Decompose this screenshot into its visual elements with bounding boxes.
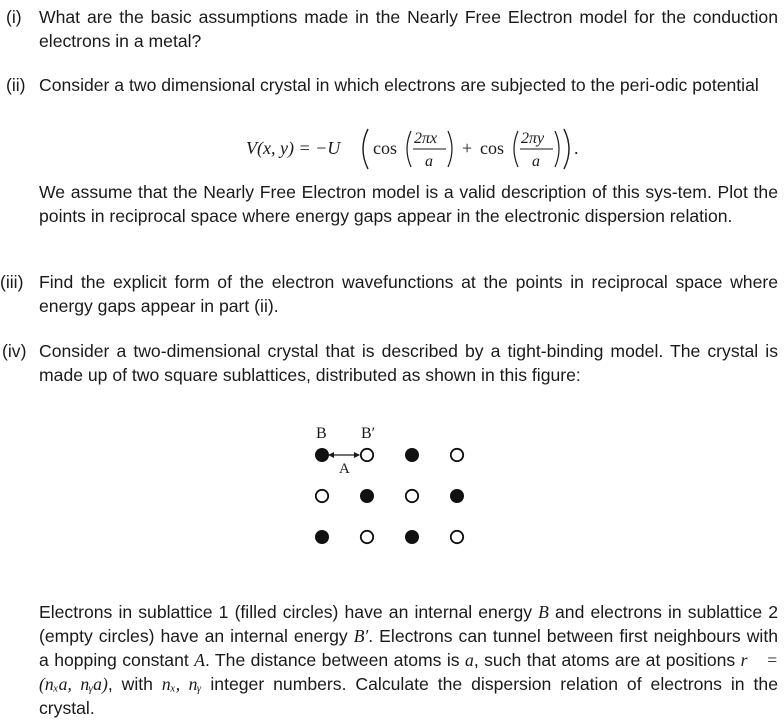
question-iv-continued: [6, 600, 778, 720]
label-b-prime: B′: [361, 425, 376, 442]
cos-label-1: cos: [373, 138, 397, 158]
fraction-den-1: a: [425, 153, 433, 170]
atom-sublattice-2: [361, 531, 373, 543]
outer-paren-right: [564, 129, 569, 169]
label-b: B: [316, 425, 327, 442]
question-text: Find the explicit form of the electron wavefunctions at the points in reciprocal space where energy gaps appear in part (ii).: [39, 272, 778, 316]
label-a: A: [339, 461, 350, 477]
atom-sublattice-1: [405, 448, 419, 462]
atom-sublattice-2: [451, 449, 463, 461]
outer-paren-left: [363, 129, 368, 169]
question-ii-continued: [6, 180, 778, 228]
arrow-head-right: [354, 452, 360, 458]
paren-right-2: [555, 131, 559, 167]
potential-equation: [240, 121, 580, 177]
question-iv: [2, 339, 778, 387]
fraction-den-2: a: [532, 153, 540, 170]
question-iii: [0, 270, 778, 318]
equation-period: .: [574, 138, 579, 158]
atom-sublattice-1: [405, 530, 419, 544]
question-text: Electrons in sublattice 1 (filled circles) have an internal energy B and electrons in sublattice 2 (empty circles) have an internal energy B′. Electrons can tunnel between first neighbours with a hopping constant A. The distance between atoms is a, such that atoms are at positions r⃗ = (nₓa, nᵧa), with nₓ, nᵧ integer numbers. Calculate the dispersion relation of electrons in the crystal.: [39, 602, 779, 718]
question-i: [6, 5, 778, 53]
fraction-num-y: 2πy: [521, 130, 545, 147]
plus-sign: +: [462, 138, 473, 158]
fraction-num-x: 2πx: [414, 130, 438, 147]
atom-sublattice-2: [316, 490, 328, 502]
question-text: We assume that the Nearly Free Electron model is a valid description of this sys-tem. Plot the points in reciprocal space where energy gaps appear in the electronic dispersion relation.: [39, 182, 778, 226]
question-intro: Consider a two-dimensional crystal that is described by a tight-binding model. The crystal is made up of two square sublattices, distributed as shown in this figure:: [39, 341, 778, 385]
equation-lhs: V(x, y) = −U: [246, 138, 341, 158]
question-number: (iv): [2, 341, 27, 361]
atom-sublattice-1: [315, 448, 329, 462]
question-number: (i): [6, 7, 22, 27]
sublattice-figure: [300, 418, 480, 558]
atom-sublattice-1: [360, 489, 374, 503]
atom-sublattice-1: [315, 530, 329, 544]
atom-sublattice-2: [361, 449, 373, 461]
question-ii: [6, 73, 778, 97]
question-text: What are the basic assumptions made in the Nearly Free Electron model for the conduction electrons in a metal?: [39, 7, 778, 51]
cos-label-2: cos: [480, 138, 504, 158]
question-number: (iii): [0, 272, 24, 292]
question-number: (ii): [6, 75, 26, 95]
atom-sublattice-1: [450, 489, 464, 503]
paren-right-1: [448, 131, 452, 167]
paren-left-1: [407, 131, 411, 167]
lattice-points: [315, 448, 464, 544]
atom-sublattice-2: [406, 490, 418, 502]
question-intro: Consider a two dimensional crystal in which electrons are subjected to the peri-odic potential: [39, 75, 759, 95]
paren-left-2: [514, 131, 518, 167]
arrow-head-left: [328, 452, 334, 458]
atom-sublattice-2: [451, 531, 463, 543]
